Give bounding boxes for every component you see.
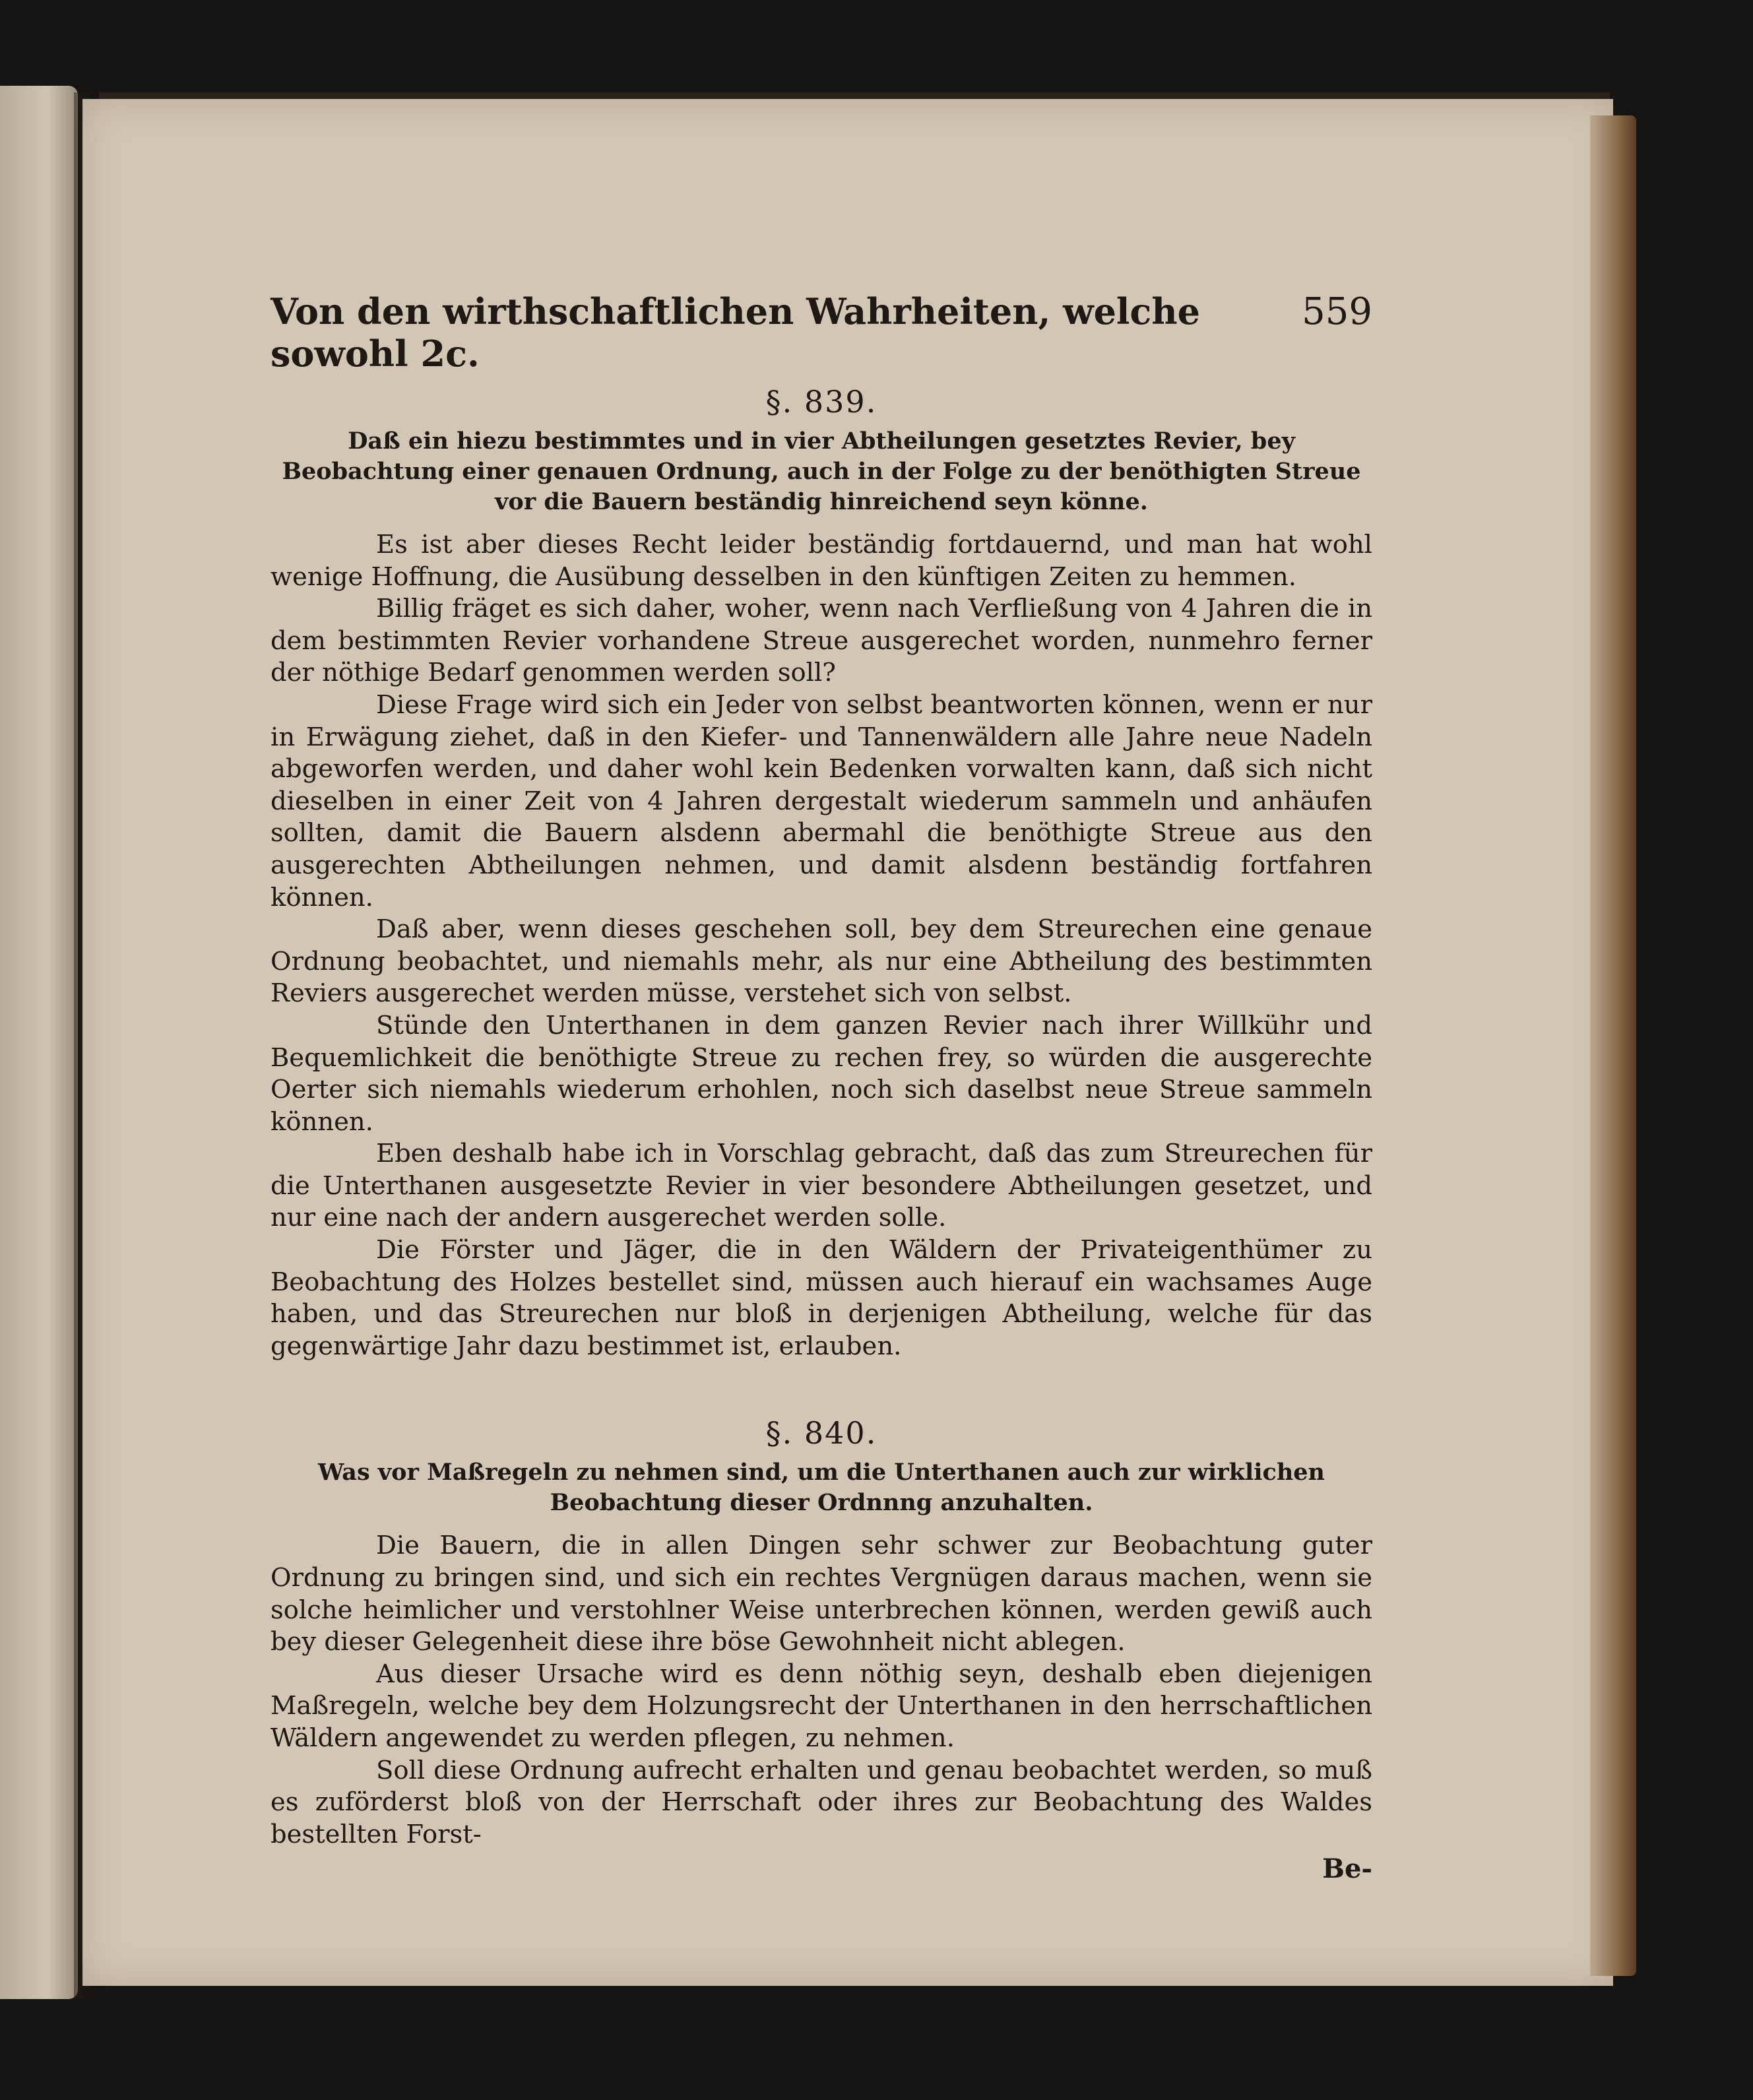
section-number: §. 839. xyxy=(765,384,877,420)
section-heading: Was vor Maßregeln zu nehmen sind, um die Unterthanen auch zur wirklichen Beobachtung dieser Ordnnng anzuhalten. xyxy=(318,1459,1325,1517)
section-gap xyxy=(271,1362,1372,1415)
section-840 xyxy=(271,1415,1372,1851)
running-head-title: Von den wirthschaftlichen Wahrheiten, welche sowohl 2c. xyxy=(271,290,1200,375)
paragraph: Soll diese Ordnung aufrecht erhalten und genau beobachtet werden, so muß es zuförderst bloß von der Herrschaft oder ihres zur Beobachtung des Waldes bestellten Forst- xyxy=(271,1755,1372,1849)
page-number: 559 xyxy=(1302,290,1372,333)
paragraph: Es ist aber dieses Recht leider beständig fortdauernd, und man hat wohl wenige Hoffnung, die Ausübung desselben in den künftigen Zeiten zu hemmen. xyxy=(271,530,1372,592)
page-text-block xyxy=(271,290,1372,1884)
section-heading: Daß ein hiezu bestimmtes und in vier Abtheilungen gesetztes Revier, bey Beobachtung einer genauen Ordnung, auch in der Folge zu der benöthigten Streue vor die Bauern beständig hinreichend seyn könne. xyxy=(282,428,1361,515)
paragraph: Die Förster und Jäger, die in den Wäldern der Privateigenthümer zu Beobachtung des Holzes bestellet sind, müssen auch hierauf ein wachsames Auge haben, und das Streurechen nur bloß in derjenigen Abtheilung, welche für das gegenwärtige Jahr dazu bestimmet ist, erlauben. xyxy=(271,1235,1372,1361)
paragraph: Billig fräget es sich daher, woher, wenn nach Verfließung von 4 Jahren die in dem bestimmten Revier vorhandene Streue ausgerechet worden, nunmehro ferner der nöthige Bedarf genommen werden soll? xyxy=(271,594,1372,688)
catchword: Be- xyxy=(1322,1853,1372,1885)
paragraph: Eben deshalb habe ich in Vorschlag gebracht, daß das zum Streurechen für die Unterthanen ausgesetzte Revier in vier besondere Abtheilungen gesetzet, und nur eine nach der andern ausgerechet werden solle. xyxy=(271,1139,1372,1233)
paragraph: Stünde den Unterthanen in dem ganzen Revier nach ihrer Willkühr und Bequemlichkeit die benöthigte Streue zu rechen frey, so würden die ausgerechte Oerter sich niemahls wiederum erhohlen, noch sich daselbst neue Streue sammeln können. xyxy=(271,1010,1372,1137)
section-839 xyxy=(271,384,1372,1362)
paragraph: Diese Frage wird sich ein Jeder von selbst beantworten können, wenn er nur in Erwägung ziehet, daß in den Kiefer- und Tannenwäldern alle Jahre neue Nadeln abgeworfen werden, und daher wohl kein Bedenken vorwalten kann, daß sich nicht dieselben in einer Zeit von 4 Jahren dergestalt wiederum sammeln und anhäufen sollten, damit die Bauern alsdenn abermahl die benöthigte Streue aus den ausgerechten Abtheilungen nehmen, und damit alsdenn beständig fortfahren können. xyxy=(271,689,1372,912)
paragraph: Aus dieser Ursache wird es denn nöthig seyn, deshalb eben diejenigen Maßregeln, welche bey dem Holzungsrecht der Unterthanen in den herrschaftlichen Wäldern angewendet zu werden pflegen, zu nehmen. xyxy=(271,1659,1372,1753)
paragraph: Die Bauern, die in allen Dingen sehr schwer zur Beobachtung guter Ordnung zu bringen sind, und sich ein rechtes Vergnügen daraus machen, wenn sie solche heimlicher und verstohlner Weise unterbrechen können, werden gewiß auch bey dieser Gelegenheit diese ihre böse Gewohnheit nicht ablegen. xyxy=(271,1531,1372,1657)
top-edge-rule xyxy=(99,92,1610,99)
page-fore-edge xyxy=(1590,115,1636,1976)
running-head xyxy=(271,290,1372,375)
section-number: §. 840. xyxy=(765,1415,877,1451)
facing-page-edge xyxy=(0,86,78,1999)
paragraph: Daß aber, wenn dieses geschehen soll, bey dem Streurechen eine genaue Ordnung beobachtet, und niemahls mehr, als nur eine Abtheilung des bestimmten Reviers ausgerechet werden müsse, verstehet sich von selbst. xyxy=(271,914,1372,1009)
